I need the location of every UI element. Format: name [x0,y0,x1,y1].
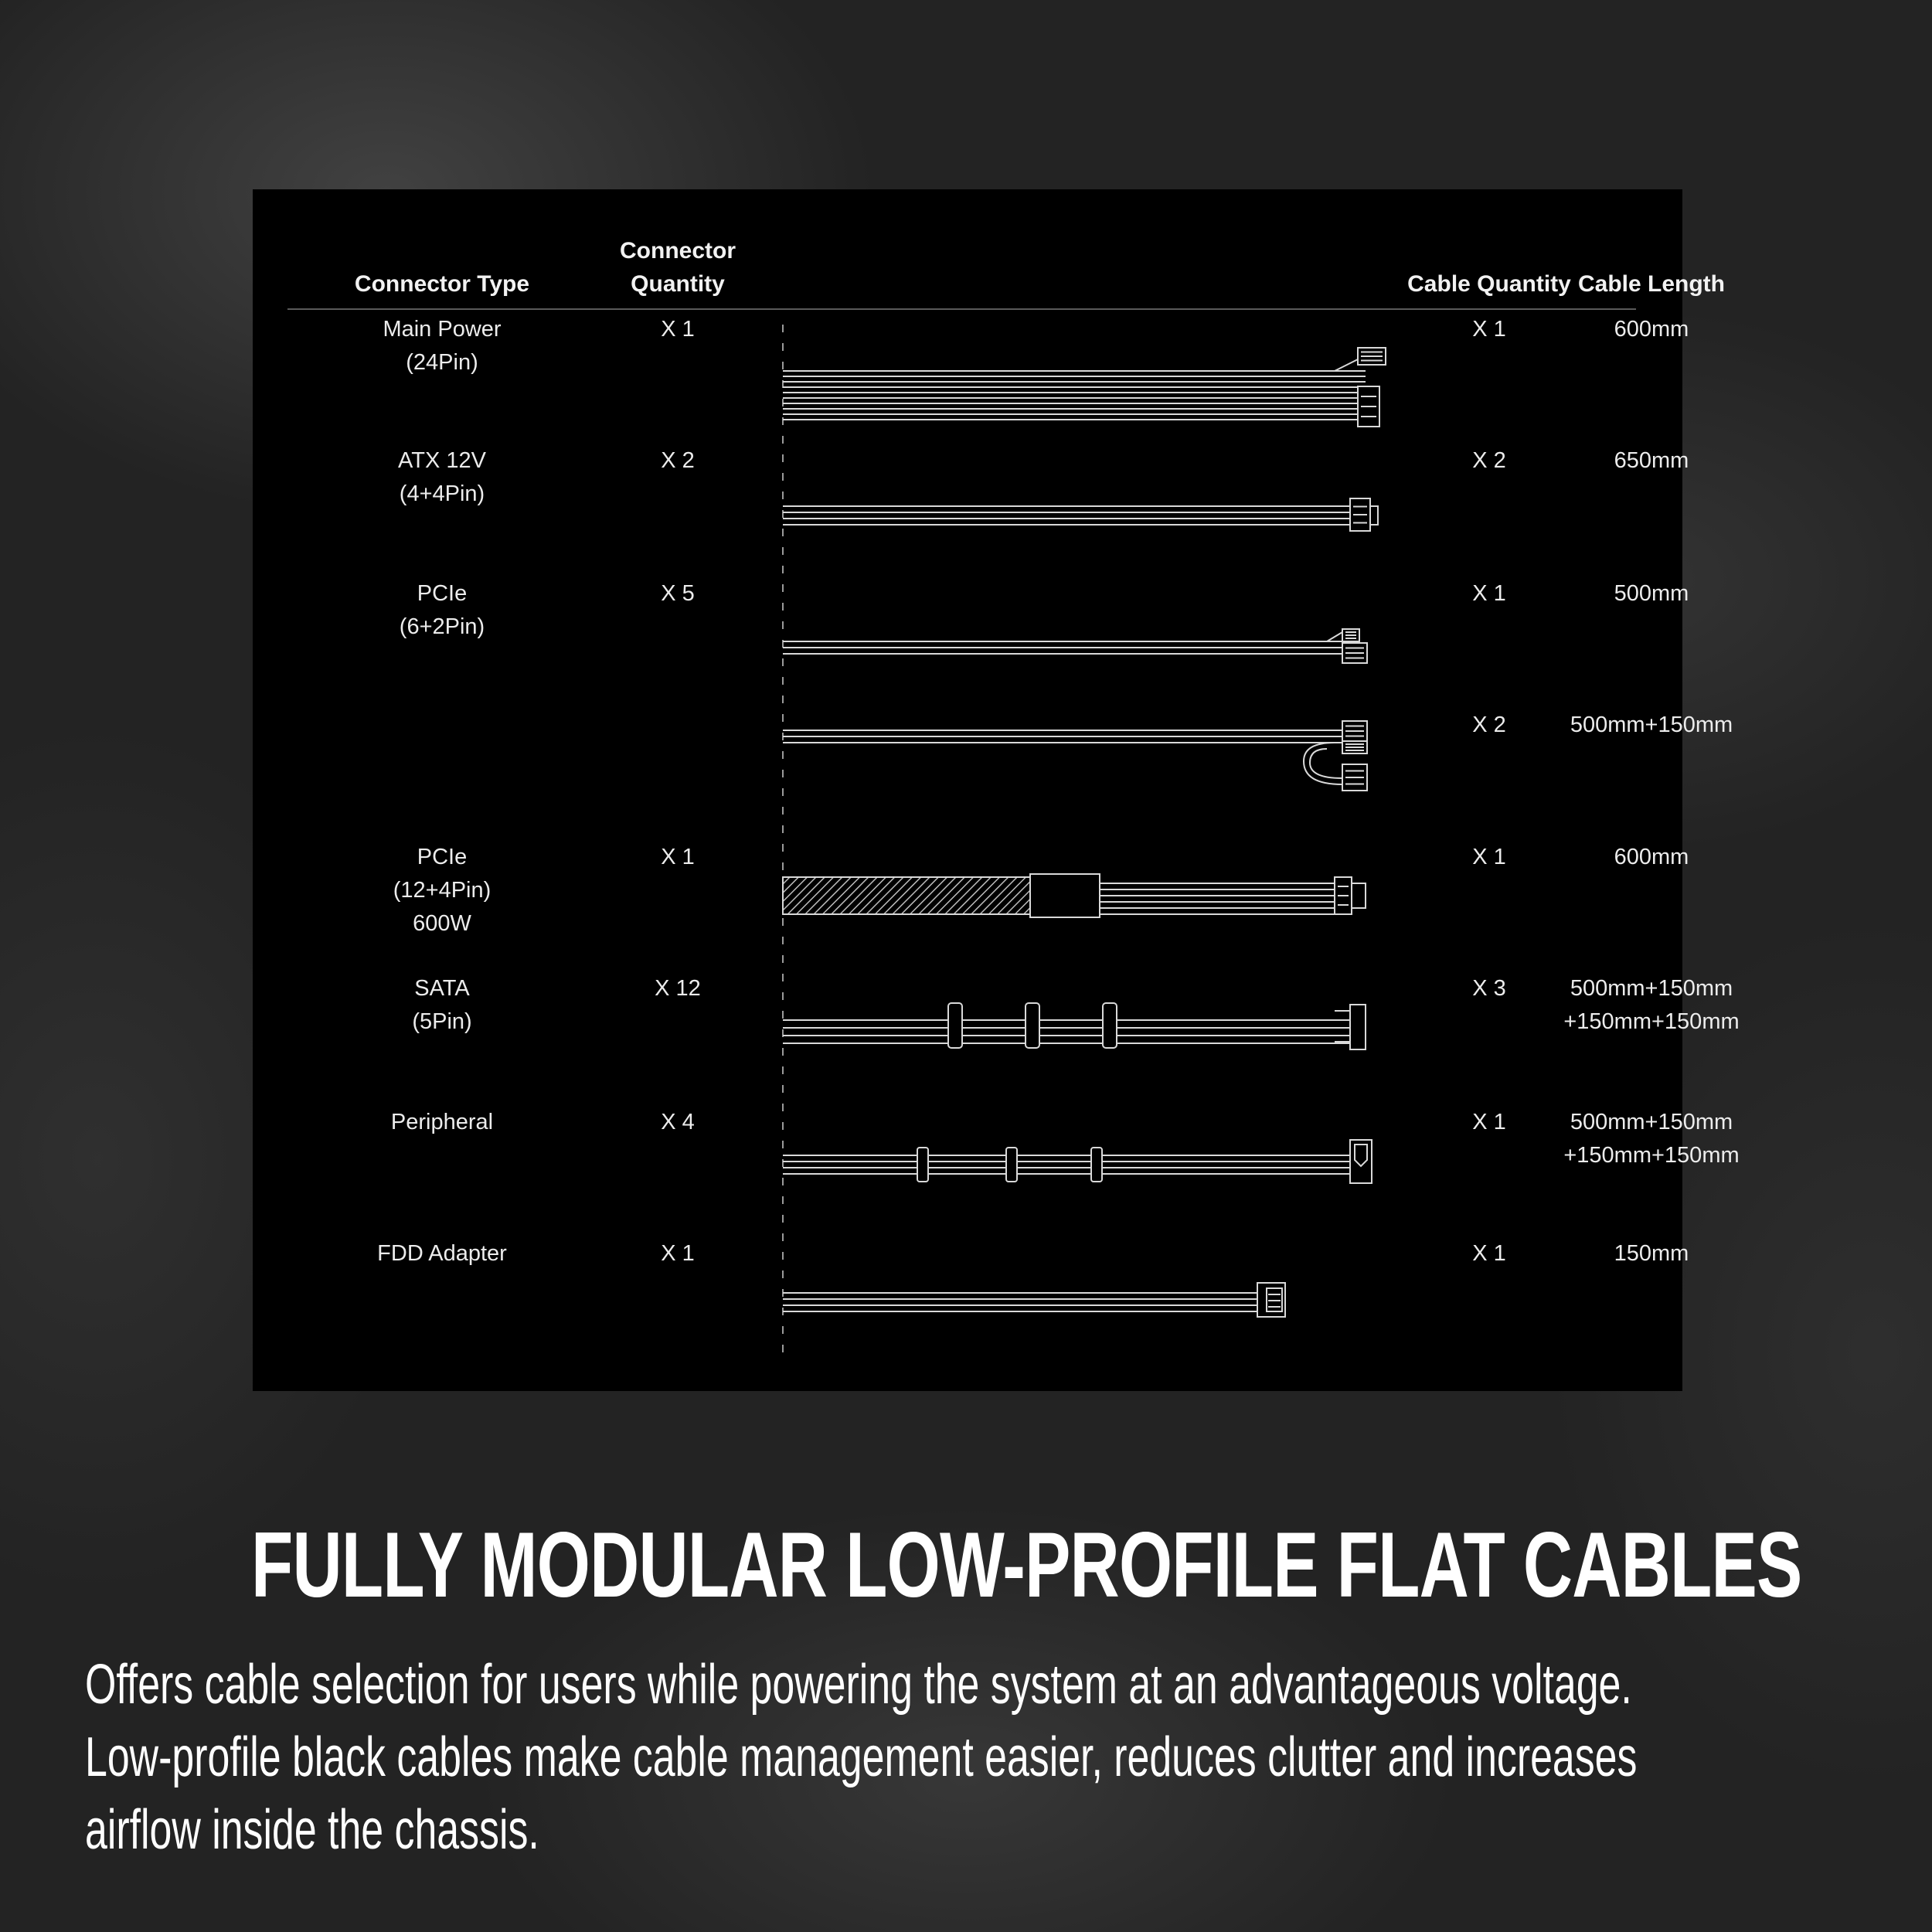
cell-connector-type: PCIe (6+2Pin) [399,581,485,639]
pcie-single-cable-icon [783,629,1367,663]
cell-cable-quantity: X 2 [1472,713,1506,737]
fdd-adapter-cable-icon [783,1283,1285,1317]
cell-cable-length: 650mm [1614,448,1689,473]
pcie-dual-cable-icon [783,721,1367,791]
header-cable-quantity: Cable Quantity [1407,271,1571,297]
header-cable-length: Cable Length [1577,271,1725,297]
cable-spec-panel [253,189,1740,1391]
peripheral-cable-icon [783,1140,1372,1183]
header-connector-type: Connector Type [354,271,530,297]
description [85,1648,1866,1866]
cell-cable-quantity: X 1 [1472,1110,1506,1134]
headline: FULLY MODULAR LOW-PROFILE FLAT CABLES [251,1513,1802,1617]
cell-connector-quantity: X 4 [661,1110,695,1134]
cell-cable-length: 500mm [1614,581,1689,606]
header-connector-quantity: Connector Quantity [620,238,736,297]
cell-cable-quantity: X 1 [1472,845,1506,869]
cell-connector-type: SATA (5Pin) [412,976,472,1034]
cell-cable-length: 600mm [1614,845,1689,869]
cell-connector-quantity: X 1 [661,1241,695,1266]
cell-connector-type: FDD Adapter [377,1241,507,1266]
cell-connector-quantity: X 1 [661,845,695,869]
cell-cable-length: 600mm [1614,317,1689,342]
cell-connector-type: PCIe (12+4Pin) 600W [393,845,492,936]
24pin-cable-icon [783,348,1386,427]
cell-connector-quantity: X 12 [655,976,701,1001]
cell-connector-quantity: X 5 [661,581,695,606]
cell-cable-quantity: X 1 [1472,581,1506,606]
atx-12v-cable-icon [783,498,1378,531]
cell-cable-quantity: X 1 [1472,317,1506,342]
cell-cable-length: 150mm [1614,1241,1689,1266]
cell-cable-quantity: X 1 [1472,1241,1506,1266]
description-line: Low-profile black cables make cable management easier, reduces clutter and increases [85,1726,1638,1788]
12vhpwr-cable-icon [783,874,1366,917]
cell-cable-length: 500mm+150mm +150mm+150mm [1563,976,1740,1034]
cell-cable-quantity: X 2 [1472,448,1506,473]
sata-cable-icon [783,1003,1366,1049]
cell-connector-quantity: X 1 [661,317,695,342]
cell-connector-type: Peripheral [390,1110,494,1134]
cell-cable-length: 500mm+150mm +150mm+150mm [1563,1110,1740,1168]
cell-cable-length: 500mm+150mm [1570,713,1733,737]
description-line: airflow inside the chassis. [85,1799,539,1861]
cell-connector-type: Main Power (24Pin) [383,317,502,375]
cell-connector-type: ATX 12V (4+4Pin) [398,448,486,506]
cell-connector-quantity: X 2 [661,448,695,473]
description-line: Offers cable selection for users while powering the system at an advantageous voltage. [85,1654,1632,1716]
cell-cable-quantity: X 3 [1472,976,1506,1001]
